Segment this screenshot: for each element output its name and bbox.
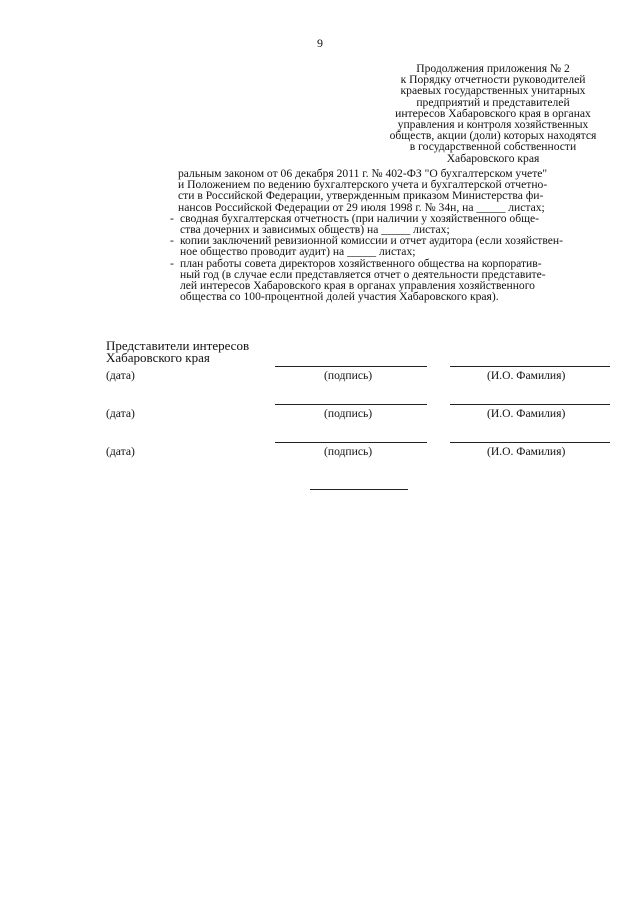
signature-label: (подпись) bbox=[324, 369, 373, 382]
date-label: (дата) bbox=[106, 407, 135, 420]
list-item bbox=[170, 235, 612, 257]
signature-label: (подпись) bbox=[324, 407, 373, 420]
body-line: сти в Российской Федерации, утвержденным приказом Министерства фи- bbox=[178, 189, 544, 203]
page-number: 9 bbox=[317, 36, 323, 50]
header-line: краевых государственных унитарных bbox=[400, 84, 586, 98]
list-dash: - bbox=[170, 211, 174, 225]
header-line: Хабаровского края bbox=[446, 151, 540, 165]
signature-line bbox=[275, 366, 427, 367]
header-line: Продолжения приложения № 2 bbox=[416, 62, 570, 75]
name-line bbox=[450, 442, 610, 443]
body-line: нансов Российской Федерации от 29 июля 1998 г. № 34н, на _____ листах; bbox=[178, 200, 545, 214]
name-line bbox=[450, 404, 610, 405]
body-line: лей интересов Хабаровского края в органах управления хозяйственного bbox=[180, 279, 535, 293]
list-dash: - bbox=[170, 256, 174, 270]
header-line: обществ, акции (доли) которых находятся bbox=[389, 129, 597, 143]
document-body bbox=[170, 167, 612, 304]
list-item bbox=[170, 213, 612, 235]
body-line: общества со 100-процентной долей участия Хабаровского края). bbox=[180, 290, 499, 304]
intro-paragraph bbox=[178, 168, 612, 213]
name-label: (И.О. Фамилия) bbox=[487, 445, 566, 458]
date-label: (дата) bbox=[106, 369, 135, 382]
date-label: (дата) bbox=[106, 445, 135, 458]
header-line: к Порядку отчетности руководителей bbox=[400, 73, 586, 87]
end-separator-line bbox=[310, 489, 408, 490]
body-line: и Положением по ведению бухгалтерского учета и бухгалтерской отчетно- bbox=[178, 178, 548, 192]
title-line: Хабаровского края bbox=[106, 350, 210, 365]
list-item bbox=[170, 258, 612, 303]
signature-label: (подпись) bbox=[324, 445, 373, 458]
body-line: ный год (в случае если представляется отчет о деятельности представите- bbox=[180, 267, 546, 281]
header-line: в государственной собственности bbox=[409, 140, 577, 154]
header-line: предприятий и представителей bbox=[416, 95, 570, 109]
body-line: план работы совета директоров хозяйственного общества на корпоратив- bbox=[180, 256, 542, 270]
appendix-header bbox=[375, 63, 611, 164]
signature-line bbox=[275, 404, 427, 405]
body-line: ства дочерних и зависимых обществ) на _____ листах; bbox=[180, 223, 450, 237]
name-label: (И.О. Фамилия) bbox=[487, 369, 566, 382]
body-line: ное общество проводит аудит) на _____ листах; bbox=[180, 245, 416, 259]
header-line: интересов Хабаровского края в органах bbox=[395, 106, 591, 120]
name-line bbox=[450, 366, 610, 367]
name-label: (И.О. Фамилия) bbox=[487, 407, 566, 420]
body-line: копии заключений ревизионной комиссии и отчет аудитора (если хозяйствен- bbox=[180, 234, 563, 248]
signature-line bbox=[275, 442, 427, 443]
body-line: сводная бухгалтерская отчетность (при наличии у хозяйственного обще- bbox=[180, 211, 540, 225]
header-line: управления и контроля хозяйственных bbox=[397, 118, 589, 132]
list-dash: - bbox=[170, 234, 174, 248]
body-line: ральным законом от 06 декабря 2011 г. № 402-ФЗ "О бухгалтерском учете" bbox=[178, 167, 548, 180]
representatives-title bbox=[106, 340, 249, 364]
title-line: Представители интересов bbox=[106, 338, 250, 353]
